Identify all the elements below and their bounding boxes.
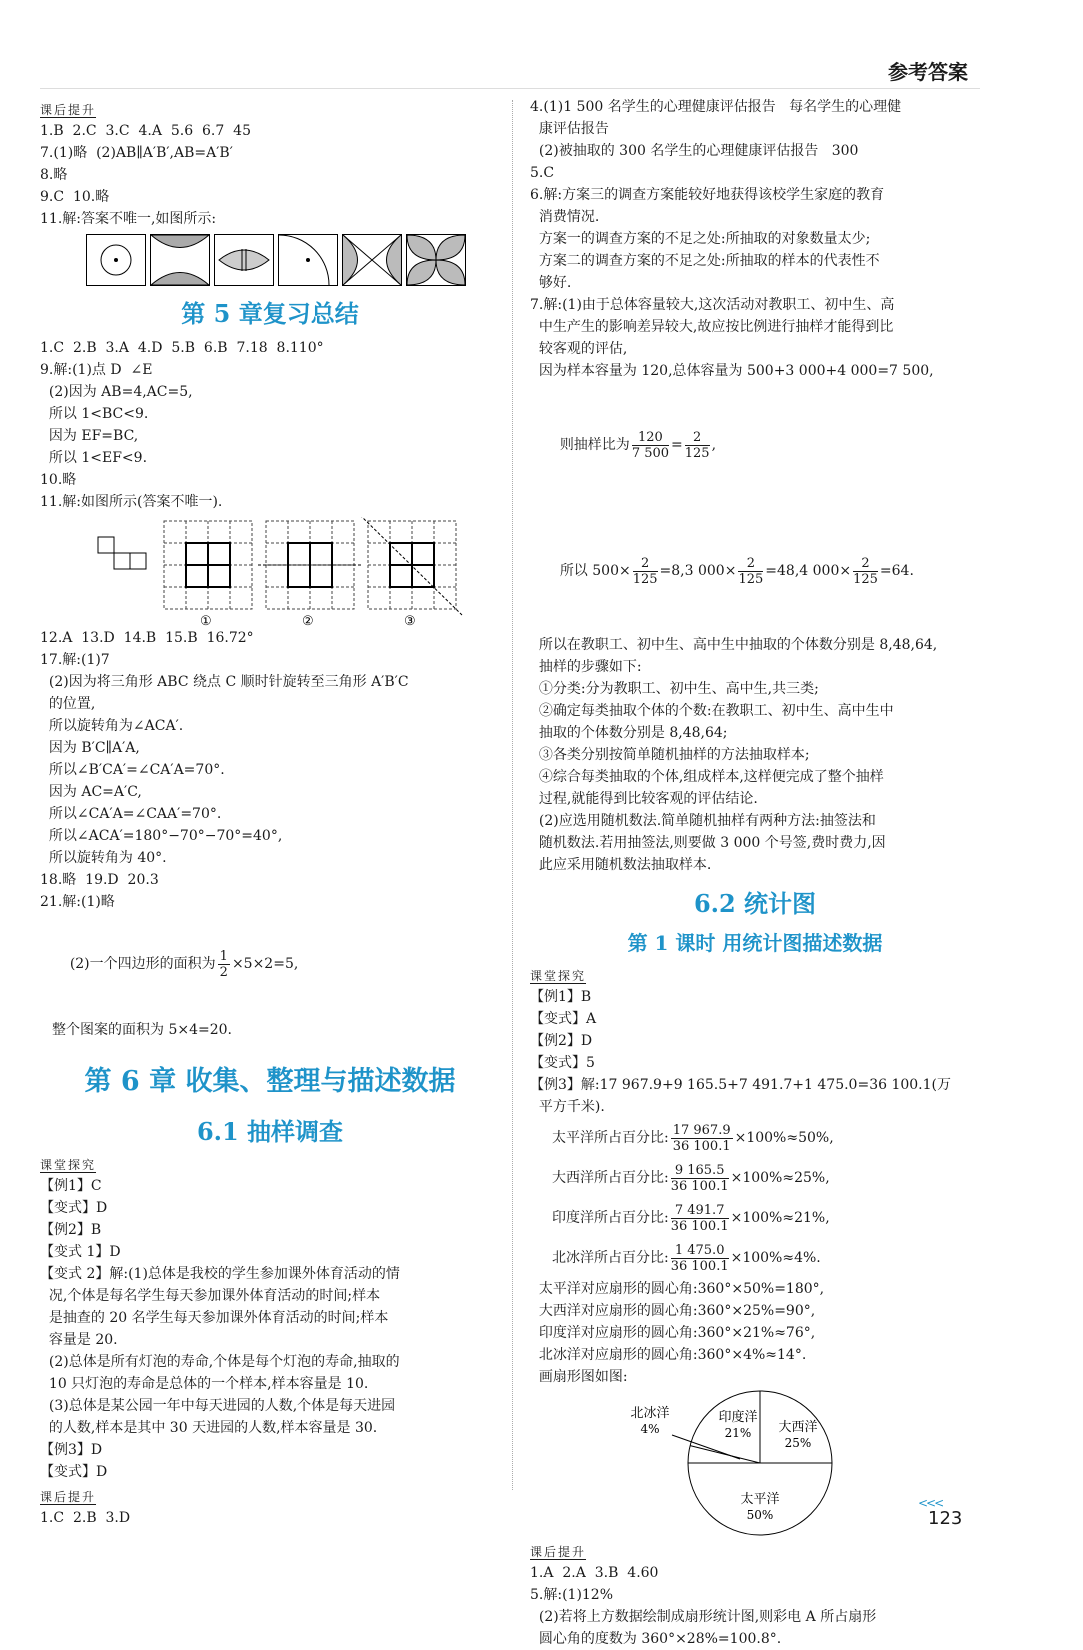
answer-line: (2)总体是所有灯泡的寿命,个体是每个灯泡的寿命,抽取的 (40, 1354, 400, 1370)
percentage-result: ×100%≈50%, (734, 1130, 834, 1146)
answer-line: 所以在教职工、初中生、高中生中抽取的个体数分别是 8,48,64, (530, 637, 938, 653)
angle-block (530, 1278, 980, 1388)
fraction-den: 36 100.1 (670, 1178, 729, 1194)
fraction-num: 2 (853, 556, 878, 572)
right-column (530, 96, 980, 1650)
answer-block (530, 1562, 980, 1650)
answer-line: 【例1】C (40, 1178, 102, 1194)
percentage-row (530, 1198, 980, 1238)
grid-1-shape (186, 543, 230, 587)
pattern-figure-5 (342, 234, 402, 286)
fraction-den: 36 100.1 (670, 1258, 729, 1274)
answer-line: (2)因为将三角形 ABC 绕点 C 顺时针旋转至三角形 A′B′C (40, 674, 409, 690)
answer-line: 所以旋转角为 40°. (40, 850, 167, 866)
chapter5-summary-title: 第 5 章复习总结 (181, 299, 359, 328)
fraction (685, 430, 710, 461)
grid-figures (40, 517, 490, 627)
page-arrows-decoration: <<< (918, 1496, 943, 1510)
answer-line: 【例2】B (40, 1222, 102, 1238)
answer-line: 【变式】A (530, 1011, 597, 1027)
answer-line: ①分类:分为教职工、初中生、高中生,共三类; (530, 681, 819, 697)
answer-line: 因为样本容量为 120,总体容量为 500+3 000+4 000=7 500, (530, 363, 934, 379)
answer-line: 6.解:方案三的调查方案能较好地获得该校学生家庭的教育 (530, 187, 885, 203)
answer-line: 北冰洋对应扇形的圆心角:360°×4%≈14°. (530, 1347, 807, 1363)
fraction (218, 949, 230, 980)
pie-label-value: 25% (784, 1436, 812, 1450)
fraction-den: 2 (219, 964, 228, 980)
pie-label-value: 4% (640, 1422, 660, 1436)
answer-line: 印度洋对应扇形的圆心角:360°×21%≈76°, (530, 1325, 816, 1341)
section-label-kehou: 课后提升 (40, 1490, 97, 1504)
answer-line: 【例3】解:17 967.9+9 165.5+7 491.7+1 475.0=36 100.1(万 (530, 1077, 952, 1093)
answer-block (530, 96, 980, 382)
answer-line: 方案一的调查方案的不足之处:所抽取的对象数量太少; (530, 231, 871, 247)
answer-line: 所以 1<BC<9. (40, 406, 149, 422)
pie-label-name: 大西洋 (778, 1420, 818, 1435)
grid-label-2: ② (302, 614, 314, 627)
answer-block (40, 627, 500, 913)
l-shape-figure (98, 537, 146, 569)
answer-line: 况,个体是每名学生每天参加课外体育活动的时间;样本 (40, 1288, 381, 1304)
answer-line: 1.A 2.A 3.B 4.60 (530, 1565, 659, 1581)
answer-line: 10 只灯泡的寿命是总体的一个样本,样本容量是 10. (40, 1376, 369, 1392)
answer-block (40, 120, 500, 230)
answer-line: (2)若将上方数据绘制成扇形统计图,则彩电 A 所占扇形 (530, 1609, 877, 1625)
q21-total-line: 整个图案的面积为 5×4=20. (52, 1022, 232, 1038)
answer-line: 画扇形图如图: (530, 1369, 628, 1385)
answer-line: 21.解:(1)略 (40, 894, 115, 910)
ratio-text: , (711, 437, 717, 453)
answer-line: 大西洋对应扇形的圆心角:360°×25%=90°, (530, 1303, 816, 1319)
answer-line: (3)总体是某公园一年中每天进园的人数,个体是每天进园 (40, 1398, 396, 1414)
answer-line: 所以∠ACA′=180°−70°−70°=40°, (40, 828, 283, 844)
fraction (632, 430, 669, 461)
answer-line: 因为 B′C∥A′A, (40, 740, 140, 756)
fraction (738, 556, 763, 587)
answer-block (530, 634, 980, 876)
percentage-label: 北冰洋所占百分比: (552, 1250, 669, 1266)
pattern-figure-4 (278, 234, 338, 286)
answer-line: 10.略 (40, 472, 77, 488)
pie-label-value: 21% (724, 1426, 752, 1440)
q21-area-line (40, 913, 500, 1015)
fraction-num: 2 (685, 430, 710, 446)
q21-text: (2)一个四边形的面积为 (69, 956, 216, 972)
pattern-figure-6 (406, 234, 466, 286)
page-header-title: 参考答案 (888, 60, 968, 84)
fraction (853, 556, 878, 587)
calc-text: =8,3 000× (659, 563, 737, 579)
answer-line: 所以∠CA′A=∠CAA′=70°. (40, 806, 222, 822)
answer-line: (2)应选用随机数法.简单随机抽样有两种方法:抽签法和 (530, 813, 876, 829)
section-label-ketang: 课堂探究 (530, 969, 587, 983)
answer-line: 【变式】D (40, 1200, 108, 1216)
pattern-figure-1 (86, 234, 146, 286)
answer-line: 9.解:(1)点 D ∠E (40, 362, 153, 378)
percentage-label: 大西洋所占百分比: (552, 1170, 669, 1186)
grid-3-shape (390, 543, 434, 587)
fraction-num: 1 475.0 (671, 1243, 729, 1259)
section-6-1-title: 6.1 抽样调查 (196, 1117, 344, 1146)
fraction-den: 125 (738, 571, 764, 587)
fraction-den: 125 (632, 571, 658, 587)
pattern-figure-2 (150, 234, 210, 286)
answer-line: 的位置, (40, 696, 96, 712)
answer-line: 7.(1)略 (2)AB∥A′B′,AB=A′B′ (40, 145, 233, 161)
answer-line: 中生产生的影响差异较大,故应按比例进行抽样才能得到比 (530, 319, 894, 335)
section-label-kehou: 课后提升 (530, 1545, 587, 1559)
pie-label-value: 50% (746, 1508, 774, 1522)
chapter6-title: 第 6 章 收集、整理与描述数据 (84, 1066, 456, 1097)
percentage-row (530, 1158, 980, 1198)
answer-block (40, 1175, 500, 1483)
pie-label-name: 北冰洋 (630, 1406, 670, 1421)
calc-text: =64. (879, 563, 914, 579)
answer-block (530, 986, 980, 1118)
ratio-line (530, 382, 980, 508)
answer-line: 4.(1)1 500 名学生的心理健康评估报告 每名学生的心理健 (530, 99, 902, 115)
answer-line: 容量是 20. (40, 1332, 118, 1348)
fraction (671, 1163, 729, 1194)
answer-line: 是抽查的 20 名学生每天参加课外体育活动的时间;样本 (40, 1310, 389, 1326)
answer-line: 平方千米). (530, 1099, 605, 1115)
answer-line: 康评估报告 (530, 121, 609, 137)
answer-line: 1.B 2.C 3.C 4.A 5.6 6.7 45 (40, 123, 251, 139)
answer-line: 所以旋转角为∠ACA′. (40, 718, 184, 734)
answer-line: 抽样的步骤如下: (530, 659, 642, 675)
answer-line: 较客观的评估, (530, 341, 628, 357)
calc-text: =48,4 000× (765, 563, 852, 579)
percentage-label: 印度洋所占百分比: (552, 1210, 669, 1226)
answer-line: 【例3】D (40, 1442, 103, 1458)
answer-line: 【例1】B (530, 989, 592, 1005)
percentage-result: ×100%≈4%. (730, 1250, 821, 1266)
answer-line: 7.解:(1)由于总体容量较大,这次活动对教职工、初中生、高 (530, 297, 895, 313)
answer-line: 11.解:如图所示(答案不唯一). (40, 494, 223, 510)
calc-line (530, 508, 980, 634)
percentage-row (530, 1238, 980, 1278)
column-divider (512, 100, 513, 1490)
fraction-den: 125 (684, 445, 710, 461)
lesson-title: 第 1 课时 用统计图描述数据 (627, 931, 883, 955)
pie-label-name: 印度洋 (718, 1410, 758, 1425)
grid-label-3: ③ (404, 614, 416, 627)
answer-line: 5.C (530, 165, 555, 181)
answer-line: 够好. (530, 275, 572, 291)
section-label-kehou: 课后提升 (40, 103, 97, 117)
answer-line: 随机数法.若用抽签法,则要做 3 000 个号签,费时费力,因 (530, 835, 886, 851)
answer-line: (2)因为 AB=4,AC=5, (40, 384, 193, 400)
fraction-num: 17 967.9 (672, 1122, 731, 1138)
answer-line: 【例2】D (530, 1033, 593, 1049)
percentage-row (530, 1118, 980, 1158)
fraction (633, 556, 658, 587)
answer-line: 18.略 19.D 20.3 (40, 872, 159, 888)
answer-line: 太平洋对应扇形的圆心角:360°×50%=180°, (530, 1281, 825, 1297)
pie-label-name: 太平洋 (740, 1492, 780, 1507)
fraction-num: 2 (633, 556, 658, 572)
answer-line: 因为 AC=A′C, (40, 784, 142, 800)
answer-line: 17.解:(1)7 (40, 652, 110, 668)
answer-line: 过程,就能得到比较客观的评估结论. (530, 791, 758, 807)
answer-line: ②确定每类抽取个体的个数:在教职工、初中生、高中生中 (530, 703, 894, 719)
percentage-result: ×100%≈25%, (730, 1170, 830, 1186)
answer-line: 【变式】5 (530, 1055, 595, 1071)
answer-line: 消费情况. (530, 209, 600, 225)
answer-line: 【变式 2】解:(1)总体是我校的学生参加课外体育活动的情 (40, 1266, 400, 1282)
answer-line: (2)被抽取的 300 名学生的心理健康评估报告 300 (530, 143, 859, 159)
answer-line: 抽取的个体数分别是 8,48,64; (530, 725, 728, 741)
fraction-den: 36 100.1 (670, 1218, 729, 1234)
q21-text: ×5×2=5, (231, 956, 299, 972)
fraction (671, 1243, 729, 1274)
fraction-num: 120 (632, 430, 669, 446)
answer-line: 5.解:(1)12% (530, 1587, 614, 1603)
answer-line: 圆心角的度数为 360°×28%=100.8°. (530, 1631, 782, 1647)
answer-line: 1.C 2.B 3.D (40, 1510, 131, 1526)
answer-line: 因为 EF=BC, (40, 428, 139, 444)
answer-line: 此应采用随机数法抽取样本. (530, 857, 712, 873)
ocean-pie-chart (530, 1388, 950, 1538)
section-label-ketang: 课堂探究 (40, 1158, 97, 1172)
fraction-num: 2 (738, 556, 763, 572)
header-rule (40, 88, 980, 89)
fraction-num: 1 (219, 948, 228, 964)
fraction-num: 9 165.5 (671, 1163, 729, 1179)
answer-line: 11.解:答案不唯一,如图所示: (40, 211, 217, 227)
answer-line: 8.略 (40, 167, 68, 183)
answer-line: 9.C 10.略 (40, 189, 110, 205)
answer-line: 1.C 2.B 3.A 4.D 5.B 6.B 7.18 8.110° (40, 340, 324, 356)
fraction-den: 125 (853, 571, 878, 587)
ratio-text: = (671, 437, 683, 453)
left-column (40, 96, 500, 1529)
answer-line: 【变式】D (40, 1464, 108, 1480)
percentage-block (530, 1118, 980, 1278)
answer-line: 方案二的调查方案的不足之处:所抽取的样本的代表性不 (530, 253, 880, 269)
pattern-figure-3 (214, 234, 274, 286)
answer-line: ③各类分别按简单随机抽样的方法抽取样本; (530, 747, 810, 763)
percentage-label: 太平洋所占百分比: (552, 1130, 669, 1146)
fraction-den: 36 100.1 (672, 1138, 731, 1154)
answer-line: 所以 1<EF<9. (40, 450, 148, 466)
answer-line: 12.A 13.D 14.B 15.B 16.72° (40, 630, 254, 646)
answer-block (40, 337, 500, 513)
pie-slice-3 (690, 1446, 760, 1463)
fraction-num: 7 491.7 (671, 1203, 729, 1219)
fraction-den: 7 500 (631, 445, 670, 461)
grid-label-1: ① (200, 614, 212, 627)
percentage-result: ×100%≈21%, (730, 1210, 830, 1226)
page-number: 123 (928, 1508, 963, 1529)
section-6-2-title: 6.2 统计图 (693, 889, 817, 918)
answer-line: 的人数,样本是其中 30 天进园的人数,样本容量是 30. (40, 1420, 378, 1436)
answer-line: 【变式 1】D (40, 1244, 121, 1260)
pattern-figures (86, 234, 500, 286)
fraction (671, 1203, 729, 1234)
answer-line: 所以∠B′CA′=∠CA′A=70°. (40, 762, 225, 778)
calc-text: 所以 500× (559, 563, 631, 579)
ratio-text: 则抽样比为 (559, 437, 630, 453)
fraction (671, 1123, 733, 1154)
answer-line: ④综合每类抽取的个体,组成样本,这样便完成了整个抽样 (530, 769, 884, 785)
